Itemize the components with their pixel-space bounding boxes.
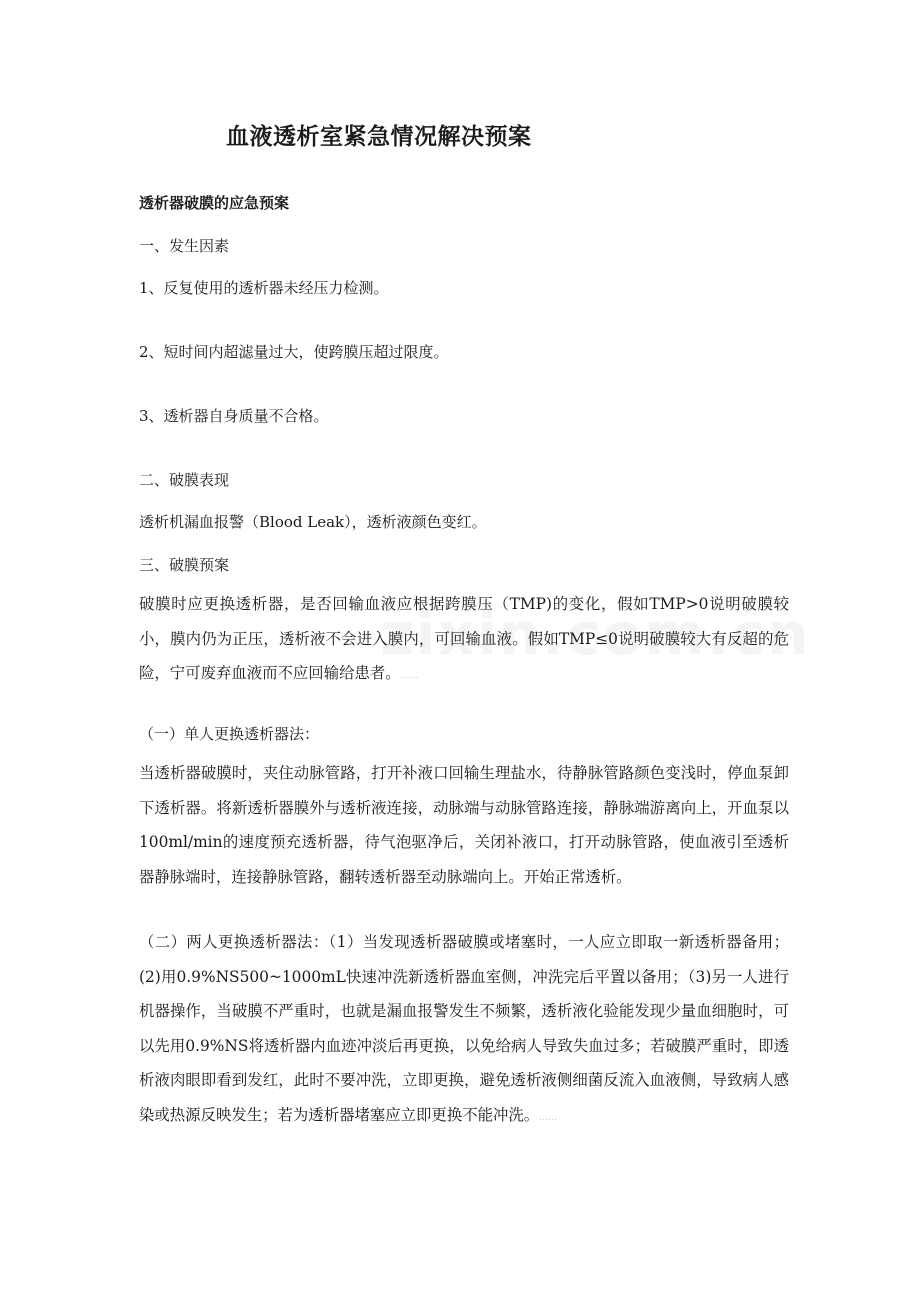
heading-plan: 三、破膜预案 — [139, 556, 230, 574]
ellipsis-mark: …… — [400, 671, 419, 681]
two-person-paragraph — [139, 925, 789, 1135]
plan-paragraph — [139, 587, 789, 694]
two-person-paragraph-text: （二）两人更换透析器法：（1）当发现透析器破膜或堵塞时，一人应立即取一新透析器备用；(2)用0.9%NS500~1000mL快速冲洗新透析器血室侧，冲洗完后平置以备用；（3)另一人进行机器操作，当破膜不严重时，也就是漏血报警发生不频繁，透析液化验能发现少量血细胞时，可以先用0.9%NS将透析器内血迹冲淡后再更换，以免给病人导致失血过多；若破膜严重时，即透析液肉眼即看到发红，此时不要冲洗，立即更换，避免透析液侧细菌反流入血液侧，导致病人感染或热源反映发生；若为透析器堵塞应立即更换不能冲洗。 — [139, 933, 789, 1124]
cause-item-3: 3、透析器自身质量不合格。 — [139, 407, 329, 425]
cause-item-1: 1、反复使用的透析器未经压力检测。 — [139, 279, 389, 297]
section-title: 透析器破膜的应急预案 — [139, 194, 290, 212]
plan-paragraph-text: 破膜时应更换透析器，是否回输血液应根据跨膜压（TMP)的变化，假如TMP>0说明破膜较小，膜内仍为正压，透析液不会进入膜内，可回输血液。假如TMP≤0说明破膜较大有反超的危险，宁可废弃血液而不应回输给患者。 — [139, 595, 789, 682]
cause-item-2: 2、短时间内超滤量过大，使跨膜压超过限度。 — [139, 343, 449, 361]
sub-heading-single: （一）单人更换透析器法： — [139, 725, 320, 743]
heading-causes: 一、发生因素 — [139, 237, 230, 255]
heading-manifestation: 二、破膜表现 — [139, 471, 230, 489]
document-title: 血液透析室紧急情况解决预案 — [226, 124, 532, 150]
ellipsis-mark: …… — [539, 1112, 558, 1123]
manifestation-text: 透析机漏血报警（Blood Leak），透析液颜色变红。 — [139, 513, 487, 531]
single-person-paragraph: 当透析器破膜时，夹住动脉管路，打开补液口回输生理盐水，待静脉管路颜色变浅时，停血泵卸下透析器。将新透析器膜外与透析液连接，动脉端与动脉管路连接，静脉端游离向上，开血泵以100ml/min的速度预充透析器，待气泡驱净后，关闭补液口，打开动脉管路，使血液引至透析器静脉端时，连接静脉管路，翻转透析器至动脉端向上。开始正常透析。 — [139, 764, 789, 886]
